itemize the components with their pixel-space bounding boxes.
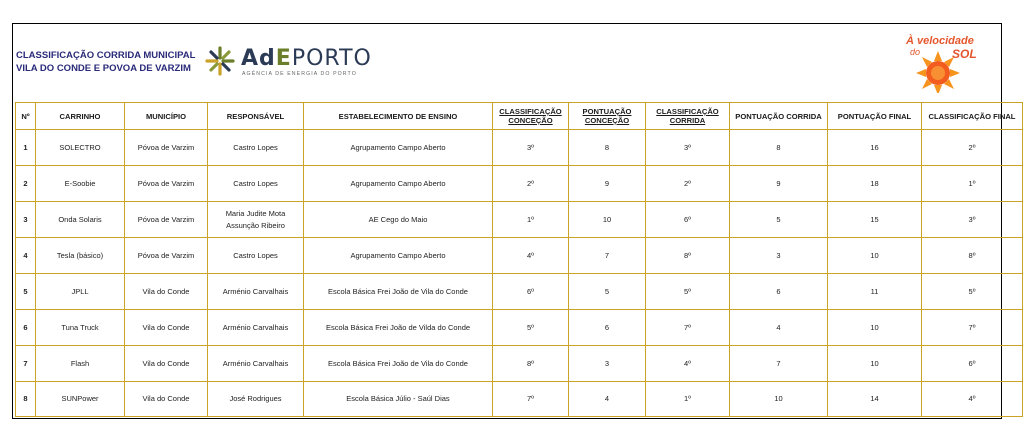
results-table xyxy=(15,102,1023,417)
sol-logo-line1: À velocidade xyxy=(906,35,974,47)
table-cell: 5º xyxy=(922,274,1023,310)
table-cell: 1º xyxy=(922,166,1023,202)
title-line-1: CLASSIFICAÇÃO CORRIDA MUNICIPAL xyxy=(16,50,196,61)
table-cell: 4 xyxy=(16,238,36,274)
table-cell: Escola Básica Frei João de Vila do Conde xyxy=(304,274,493,310)
table-cell: 4º xyxy=(493,238,569,274)
table-cell: 6 xyxy=(730,274,828,310)
table-cell: Escola Básica Júlio - Saúl Dias xyxy=(304,382,493,417)
table-cell: 3º xyxy=(493,130,569,166)
table-cell: 14 xyxy=(828,382,922,417)
table-row xyxy=(16,310,1023,346)
table-cell: 5 xyxy=(569,274,646,310)
table-cell: Tesla (básico) xyxy=(36,238,125,274)
table-cell: 10 xyxy=(828,310,922,346)
table-cell: Onda Solaris xyxy=(36,202,125,238)
title-line-2: VILA DO CONDE E POVOA DE VARZIM xyxy=(16,62,191,74)
table-cell: 6º xyxy=(646,202,730,238)
table-cell: 4 xyxy=(730,310,828,346)
table-cell: JPLL xyxy=(36,274,125,310)
table-cell: Escola Básica Frei João de Vila do Conde xyxy=(304,346,493,382)
table-cell: 7º xyxy=(646,310,730,346)
col-header: PONTUAÇÃO FINAL xyxy=(828,103,922,130)
adeporto-mark-icon xyxy=(203,44,237,78)
table-cell: 15 xyxy=(828,202,922,238)
table-cell: 4º xyxy=(646,346,730,382)
table-cell: Póvoa de Varzim xyxy=(125,130,208,166)
table-row xyxy=(16,202,1023,238)
table-cell: 1 xyxy=(16,130,36,166)
table-cell: 10 xyxy=(828,238,922,274)
table-cell: 2 xyxy=(16,166,36,202)
table-cell: 8º xyxy=(646,238,730,274)
table-cell: Agrupamento Campo Aberto xyxy=(304,166,493,202)
table-cell: 8º xyxy=(493,346,569,382)
table-cell: 8º xyxy=(922,238,1023,274)
col-header: CLASSIFICAÇÃO CONCEÇÃO xyxy=(493,103,569,130)
table-cell: 6 xyxy=(569,310,646,346)
table-cell: 2º xyxy=(493,166,569,202)
table-cell: Flash xyxy=(36,346,125,382)
table-cell: 10 xyxy=(828,346,922,382)
table-cell: 11 xyxy=(828,274,922,310)
table-cell: 6º xyxy=(493,274,569,310)
col-header: PONTUAÇÃO CORRIDA xyxy=(730,103,828,130)
table-cell: 6º xyxy=(922,346,1023,382)
adeporto-subtitle: AGÊNCIA DE ENERGIA DO PORTO xyxy=(242,71,357,77)
table-cell: SOLECTRO xyxy=(36,130,125,166)
table-cell: 5 xyxy=(730,202,828,238)
table-cell: Vila do Conde xyxy=(125,346,208,382)
col-header: PONTUAÇÃO CONCEÇÃO xyxy=(569,103,646,130)
table-cell: Vila do Conde xyxy=(125,382,208,417)
table-row xyxy=(16,346,1023,382)
table-cell: Arménio Carvalhais xyxy=(208,310,304,346)
table-cell: 8 xyxy=(16,382,36,417)
table-row xyxy=(16,382,1023,417)
table-row xyxy=(16,130,1023,166)
table-cell: 10 xyxy=(730,382,828,417)
table-cell: Agrupamento Campo Aberto xyxy=(304,238,493,274)
table-cell: Arménio Carvalhais xyxy=(208,346,304,382)
table-cell: 7 xyxy=(569,238,646,274)
table-header-row xyxy=(16,103,1023,130)
table-cell: 3 xyxy=(730,238,828,274)
table-row xyxy=(16,274,1023,310)
table-cell: 6 xyxy=(16,310,36,346)
table-cell: Castro Lopes xyxy=(208,130,304,166)
table-cell: 3 xyxy=(16,202,36,238)
col-header: CLASSIFICAÇÃO CORRIDA xyxy=(646,103,730,130)
table-cell: 10 xyxy=(569,202,646,238)
table-cell: Póvoa de Varzim xyxy=(125,202,208,238)
table-cell: 7 xyxy=(730,346,828,382)
table-cell: 16 xyxy=(828,130,922,166)
page-title xyxy=(16,50,195,75)
table-cell: 7 xyxy=(16,346,36,382)
table-cell: 5º xyxy=(493,310,569,346)
table-cell: José Rodrigues xyxy=(208,382,304,417)
table-cell: 3 xyxy=(569,346,646,382)
col-header: CARRINHO xyxy=(36,103,125,130)
table-cell: Escola Básica Frei João de Vilda do Conde xyxy=(304,310,493,346)
table-cell: AE Cego do Maio xyxy=(304,202,493,238)
table-cell: Vila do Conde xyxy=(125,274,208,310)
col-header: MUNICÍPIO xyxy=(125,103,208,130)
table-cell: 7º xyxy=(493,382,569,417)
table-cell: Vila do Conde xyxy=(125,310,208,346)
adeporto-wordmark: AdEPORTO xyxy=(241,46,372,71)
table-cell: 5º xyxy=(646,274,730,310)
table-cell: 3º xyxy=(646,130,730,166)
table-cell: Castro Lopes xyxy=(208,238,304,274)
table-cell: Agrupamento Campo Aberto xyxy=(304,130,493,166)
table-cell: Tuna Truck xyxy=(36,310,125,346)
table-cell: 3º xyxy=(922,202,1023,238)
table-cell: 1º xyxy=(646,382,730,417)
col-header: Nº xyxy=(16,103,36,130)
col-header: ESTABELECIMENTO DE ENSINO xyxy=(304,103,493,130)
table-cell: 1º xyxy=(493,202,569,238)
table-cell: 8 xyxy=(730,130,828,166)
table-cell: 8 xyxy=(569,130,646,166)
table-cell: 18 xyxy=(828,166,922,202)
velocidade-do-sol-logo xyxy=(904,35,988,93)
table-cell: 4 xyxy=(569,382,646,417)
col-header: CLASSIFICAÇÃO FINAL xyxy=(922,103,1023,130)
table-cell: E-Soobie xyxy=(36,166,125,202)
table-cell: Castro Lopes xyxy=(208,166,304,202)
table-cell: SUNPower xyxy=(36,382,125,417)
table-cell: 2º xyxy=(922,130,1023,166)
table-cell: 9 xyxy=(569,166,646,202)
table-row xyxy=(16,166,1023,202)
table-cell: Póvoa de Varzim xyxy=(125,238,208,274)
sol-logo-line3: SOL xyxy=(952,47,977,61)
sol-logo-line2: do xyxy=(910,47,921,57)
table-cell: 4º xyxy=(922,382,1023,417)
table-row xyxy=(16,238,1023,274)
table-cell: Arménio Carvalhais xyxy=(208,274,304,310)
table-cell: Maria Judite Mota Assunção Ribeiro xyxy=(208,202,304,238)
table-cell: 2º xyxy=(646,166,730,202)
table-cell: 5 xyxy=(16,274,36,310)
adeporto-logo xyxy=(203,44,372,80)
table-cell: Póvoa de Varzim xyxy=(125,166,208,202)
col-header: RESPONSÁVEL xyxy=(208,103,304,130)
table-cell: 9 xyxy=(730,166,828,202)
table-cell: 7º xyxy=(922,310,1023,346)
